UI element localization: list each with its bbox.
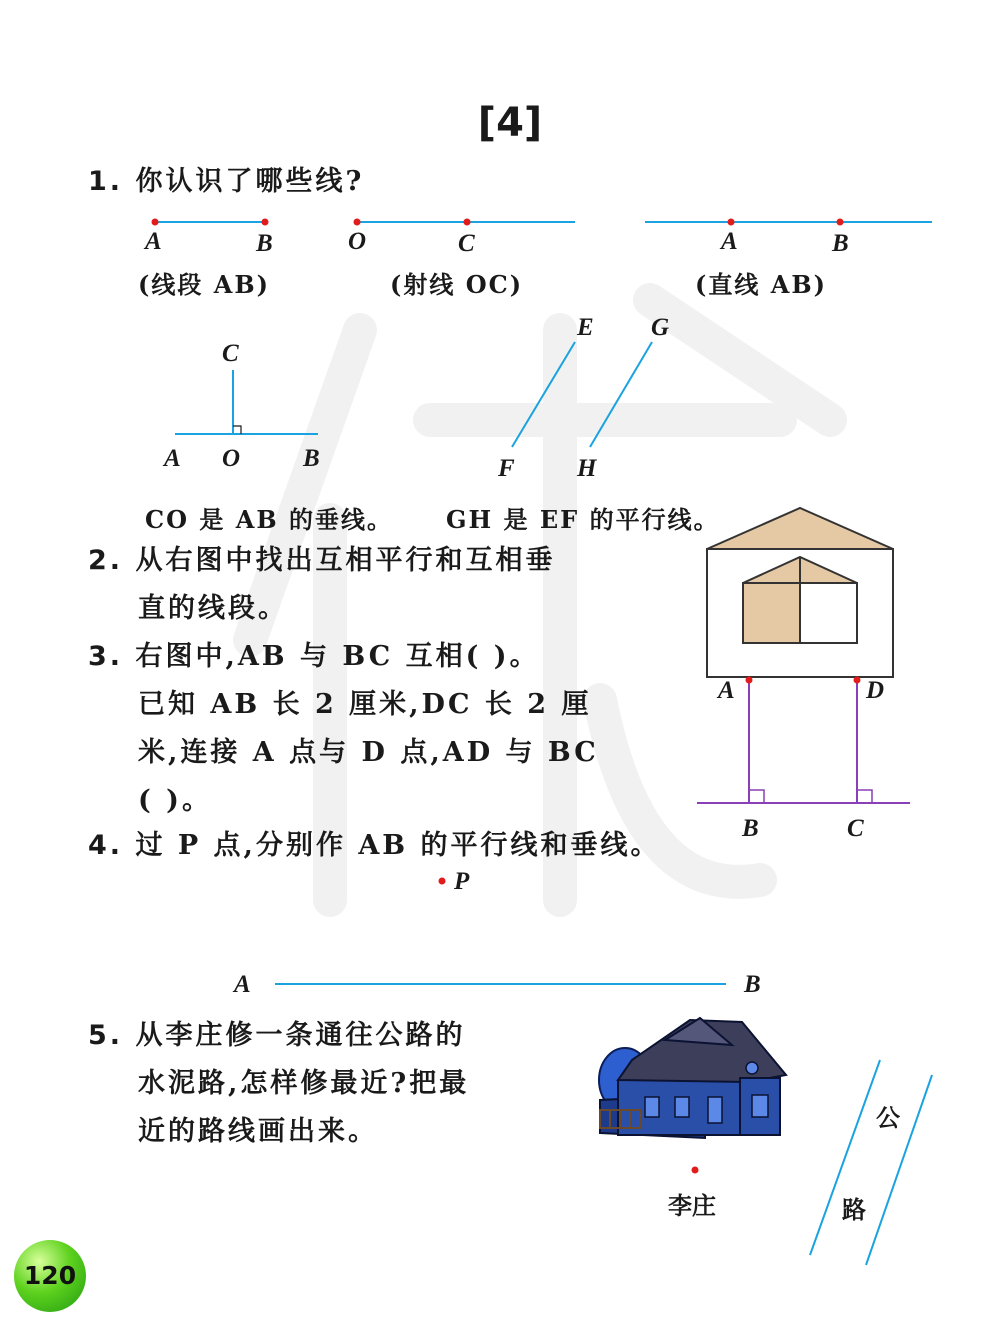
village-point [692, 1167, 699, 1174]
label-b: B [256, 230, 273, 257]
label-b: B [303, 445, 320, 472]
point-a [728, 219, 735, 226]
question-3-line2: 已知 AB 长 2 厘米,DC 长 2 厘 [138, 689, 592, 720]
label-f: F [498, 455, 515, 482]
question-2 [88, 537, 555, 585]
village-label: 李庄 [668, 1191, 716, 1220]
question-3 [88, 633, 540, 681]
house-illustration [599, 1018, 786, 1138]
label-o: O [348, 228, 367, 255]
right-angle-mark [233, 426, 241, 434]
label-d: D [866, 677, 885, 704]
label-o: O [222, 445, 241, 472]
note-perpendicular: CO 是 AB 的垂线。 [145, 505, 393, 534]
question-number: 5. [88, 1020, 124, 1051]
road-label-1: 公 [876, 1103, 900, 1132]
question-4 [88, 822, 661, 870]
question-number: 4. [88, 830, 124, 861]
label-c: C [222, 340, 239, 367]
label-c: C [847, 815, 864, 842]
page-title: [4] [477, 100, 543, 146]
question-text: 从李庄修一条通往公路的 [135, 1020, 466, 1051]
caption-segment: (线段 AB) [138, 270, 270, 299]
question-1 [88, 158, 364, 206]
question-5-line2: 水泥路,怎样修最近?把最 [138, 1068, 470, 1099]
label-b: B [832, 230, 849, 257]
label-p: P [454, 868, 470, 895]
caption-ray: (射线 OC) [390, 270, 524, 299]
question-3-line4: ( )。 [138, 785, 212, 816]
question-5 [88, 1012, 465, 1060]
question-number: 3. [88, 641, 124, 672]
label-h: H [577, 455, 597, 482]
label-a: A [718, 677, 735, 704]
point-p [439, 878, 446, 885]
road-edge-left [810, 1060, 880, 1255]
label-a: A [164, 445, 181, 472]
point-o [354, 219, 361, 226]
label-b: B [742, 815, 759, 842]
label-a: A [721, 228, 738, 255]
page-number-badge: 120 [14, 1240, 86, 1312]
question-3-line3: 米,连接 A 点与 D 点,AD 与 BC [138, 737, 599, 768]
point-a [152, 219, 159, 226]
question-number: 1. [88, 166, 124, 197]
caption-line: (直线 AB) [695, 270, 827, 299]
house-figure [707, 508, 893, 677]
point-b [262, 219, 269, 226]
label-c: C [458, 230, 475, 257]
question-number: 2. [88, 545, 124, 576]
question-text: 从右图中找出互相平行和互相垂 [135, 545, 556, 576]
label-e: E [577, 314, 594, 341]
question-text: 你认识了哪些线? [135, 166, 365, 197]
question-text: 右图中,AB 与 BC 互相( )。 [135, 641, 540, 672]
label-g: G [651, 314, 670, 341]
label-a: A [234, 971, 251, 998]
road-label-2: 路 [842, 1195, 866, 1224]
question-5-line3: 近的路线画出来。 [138, 1116, 378, 1147]
question-text: 过 P 点,分别作 AB 的平行线和垂线。 [135, 830, 661, 861]
point-b [837, 219, 844, 226]
label-b: B [744, 971, 761, 998]
label-a: A [145, 228, 162, 255]
question-2-line2: 直的线段。 [138, 593, 288, 624]
note-parallel: GH 是 EF 的平行线。 [446, 505, 720, 534]
point-c [464, 219, 471, 226]
